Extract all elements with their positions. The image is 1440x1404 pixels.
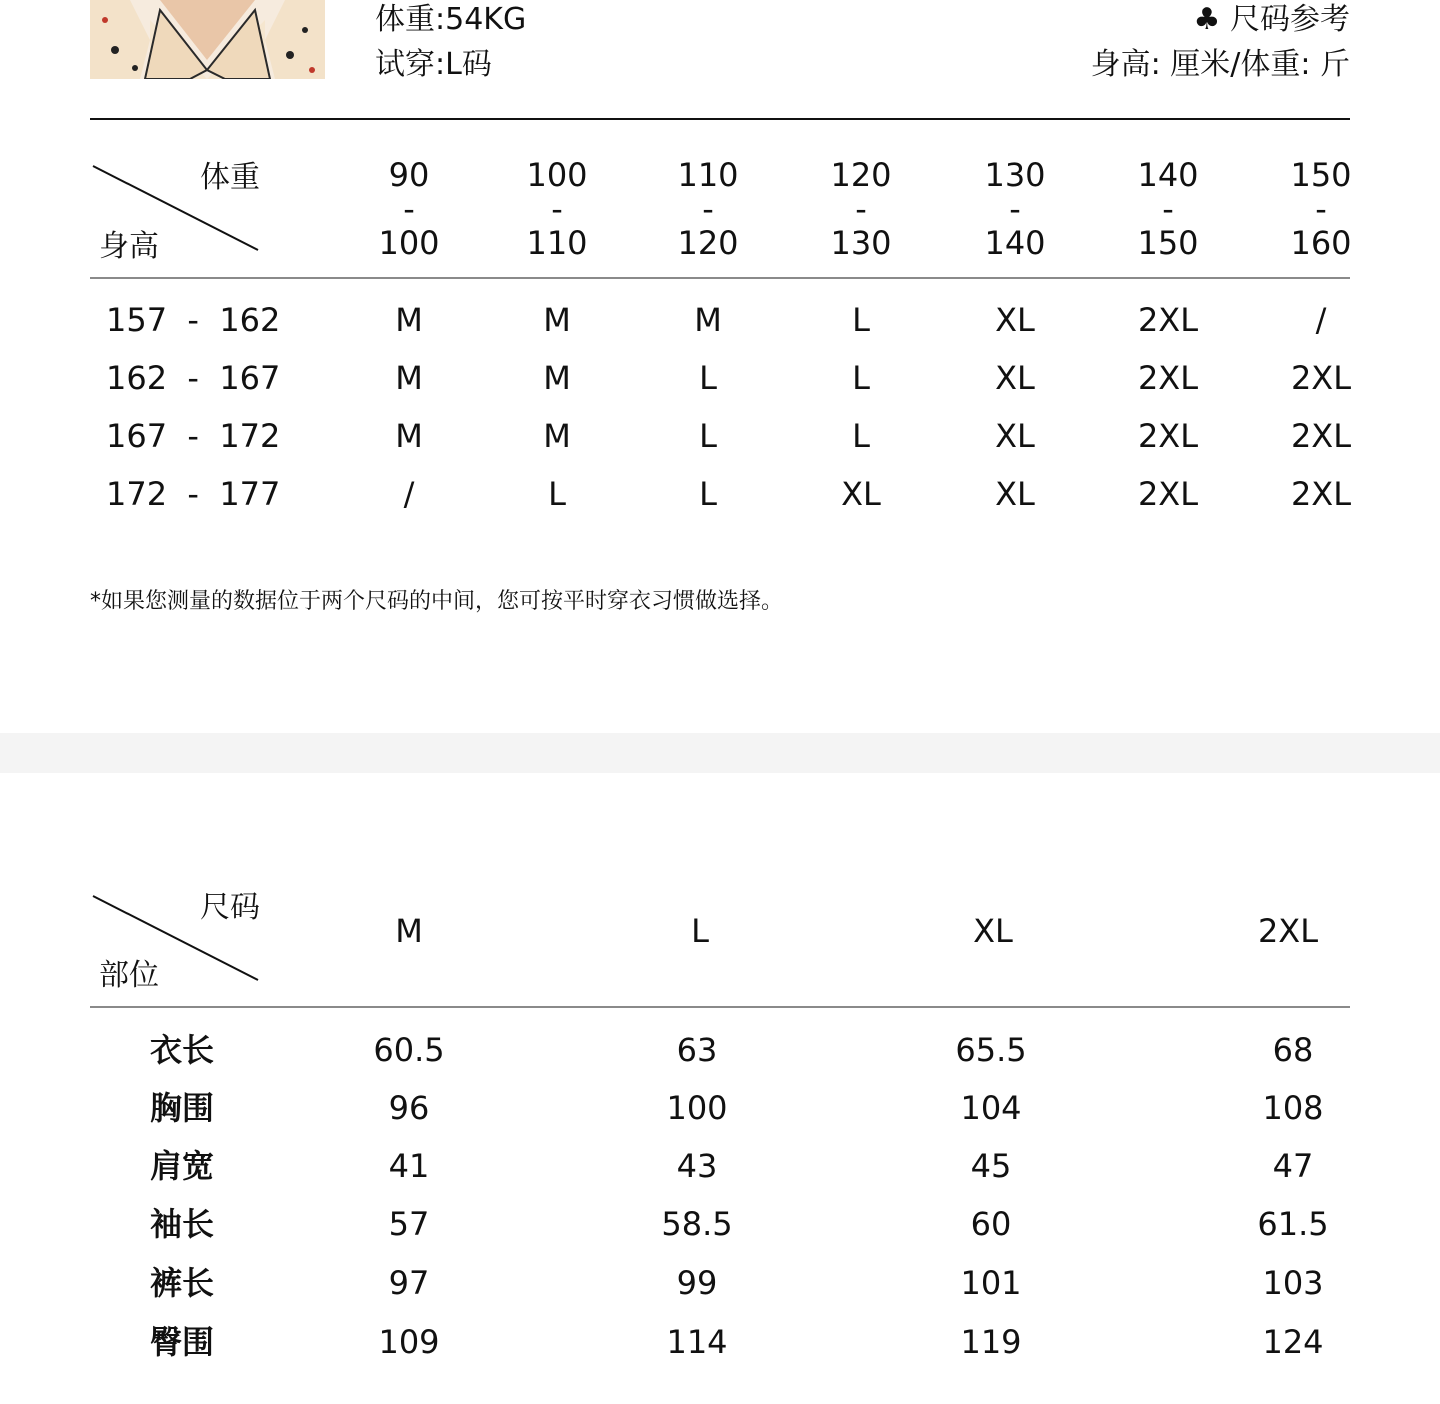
size-cell: 2XL (1137, 359, 1199, 397)
size-column-header: 2XL (1257, 912, 1319, 950)
measurement-cell: 100 (666, 1089, 728, 1127)
size-cell: L (852, 301, 870, 339)
weight-range-separator: - (1162, 190, 1174, 228)
size-cell: 2XL (1290, 359, 1352, 397)
header-divider (90, 277, 1350, 279)
corner-label-weight: 体重 (200, 160, 260, 195)
size-cell: XL (995, 301, 1035, 339)
body-part-label: 肩宽 (150, 1147, 215, 1185)
weight-range-header (526, 158, 587, 260)
body-part-label: 袖长 (150, 1205, 215, 1243)
weight-range-separator: - (551, 190, 563, 228)
measurement-cell: 114 (666, 1323, 728, 1361)
measurement-cell: 63 (676, 1031, 718, 1069)
size-cell: 2XL (1137, 417, 1199, 455)
weight-range-from: 150 (1290, 156, 1352, 194)
body-part-label: 胸围 (150, 1089, 215, 1127)
weight-range-header (677, 158, 738, 260)
size-cell: / (1315, 301, 1327, 339)
weight-range-header (984, 158, 1045, 260)
size-cell: 2XL (1137, 301, 1199, 339)
model-photo (90, 0, 325, 79)
weight-range-header (1290, 158, 1351, 260)
weight-range-to: 110 (526, 224, 588, 262)
weight-range-separator: - (702, 190, 714, 228)
measurement-cell: 124 (1262, 1323, 1324, 1361)
measurement-cell: 99 (676, 1264, 718, 1302)
weight-range-to: 150 (1137, 224, 1199, 262)
body-part-label: 臀围 (150, 1323, 215, 1361)
measurement-cell: 43 (676, 1147, 718, 1185)
divider (90, 118, 1350, 120)
size-cell: L (852, 359, 870, 397)
size-reference-label: 尺码参考 (1230, 2, 1350, 37)
weight-range-to: 100 (378, 224, 440, 262)
measurement-cell: 60 (970, 1205, 1012, 1243)
height-range-label: 157 - 162 (106, 301, 281, 339)
size-reference-title (1194, 2, 1350, 38)
size-cell: 2XL (1290, 417, 1352, 455)
body-part-label: 裤长 (150, 1264, 215, 1302)
measurement-cell: 41 (388, 1147, 430, 1185)
weight-range-from: 130 (984, 156, 1046, 194)
size-cell: M (543, 417, 571, 455)
weight-range-to: 160 (1290, 224, 1352, 262)
measurement-cell: 97 (388, 1264, 430, 1302)
model-weight: 体重:54KG (375, 2, 527, 37)
measurement-cell: 103 (1262, 1264, 1324, 1302)
weight-range-from: 110 (677, 156, 739, 194)
units-label: 身高: 厘米/体重: 斤 (1090, 47, 1350, 82)
size-cell: L (548, 475, 566, 513)
size-column-header: M (395, 912, 423, 950)
weight-range-from: 120 (830, 156, 892, 194)
size-cell: M (543, 301, 571, 339)
measurement-cell: 65.5 (955, 1031, 1027, 1069)
size-cell: XL (995, 475, 1035, 513)
size-column-header: XL (973, 912, 1013, 950)
size-cell: M (694, 301, 722, 339)
size-cell: L (699, 359, 717, 397)
club-icon: ♣ (1193, 2, 1221, 37)
size-cell: M (395, 359, 423, 397)
corner-label-part: 部位 (99, 958, 159, 993)
size-cell: L (852, 417, 870, 455)
size-cell: 2XL (1290, 475, 1352, 513)
weight-range-from: 90 (388, 156, 430, 194)
size-cell: L (699, 417, 717, 455)
weight-range-header (1137, 158, 1198, 260)
size-cell: / (403, 475, 415, 513)
size-cell: M (543, 359, 571, 397)
height-range-label: 172 - 177 (106, 475, 281, 513)
weight-range-from: 100 (526, 156, 588, 194)
size-column-header: L (691, 912, 709, 950)
measurement-cell: 68 (1272, 1031, 1314, 1069)
weight-range-to: 120 (677, 224, 739, 262)
measurement-cell: 47 (1272, 1147, 1314, 1185)
size-cell: 2XL (1137, 475, 1199, 513)
corner-label-height: 身高 (99, 229, 159, 264)
measurement-cell: 57 (388, 1205, 430, 1243)
corner-label-size: 尺码 (200, 890, 260, 925)
model-size-tried: 试穿:L码 (375, 47, 492, 82)
size-cell: XL (995, 359, 1035, 397)
weight-range-separator: - (855, 190, 867, 228)
measurement-cell: 61.5 (1257, 1205, 1329, 1243)
size-note: *如果您测量的数据位于两个尺码的中间，您可按平时穿衣习惯做选择。 (90, 589, 784, 614)
measurement-cell: 108 (1262, 1089, 1324, 1127)
weight-range-separator: - (1315, 190, 1327, 228)
weight-range-header (830, 158, 891, 260)
height-range-label: 167 - 172 (106, 417, 281, 455)
measurement-cell: 96 (388, 1089, 430, 1127)
measurement-cell: 60.5 (373, 1031, 445, 1069)
body-part-label: 衣长 (150, 1031, 215, 1069)
measurement-cell: 101 (960, 1264, 1022, 1302)
header-divider (90, 1006, 1350, 1008)
weight-range-header (378, 158, 439, 260)
measurement-cell: 104 (960, 1089, 1022, 1127)
measurement-cell: 45 (970, 1147, 1012, 1185)
weight-range-separator: - (403, 190, 415, 228)
size-cell: M (395, 301, 423, 339)
weight-range-to: 140 (984, 224, 1046, 262)
measurement-cell: 109 (378, 1323, 440, 1361)
size-cell: M (395, 417, 423, 455)
measurement-cell: 119 (960, 1323, 1022, 1361)
measurement-cell: 58.5 (661, 1205, 733, 1243)
weight-range-from: 140 (1137, 156, 1199, 194)
weight-range-separator: - (1009, 190, 1021, 228)
section-separator (0, 733, 1440, 773)
size-cell: L (699, 475, 717, 513)
weight-range-to: 130 (830, 224, 892, 262)
size-cell: XL (995, 417, 1035, 455)
height-range-label: 162 - 167 (106, 359, 281, 397)
size-cell: XL (841, 475, 881, 513)
